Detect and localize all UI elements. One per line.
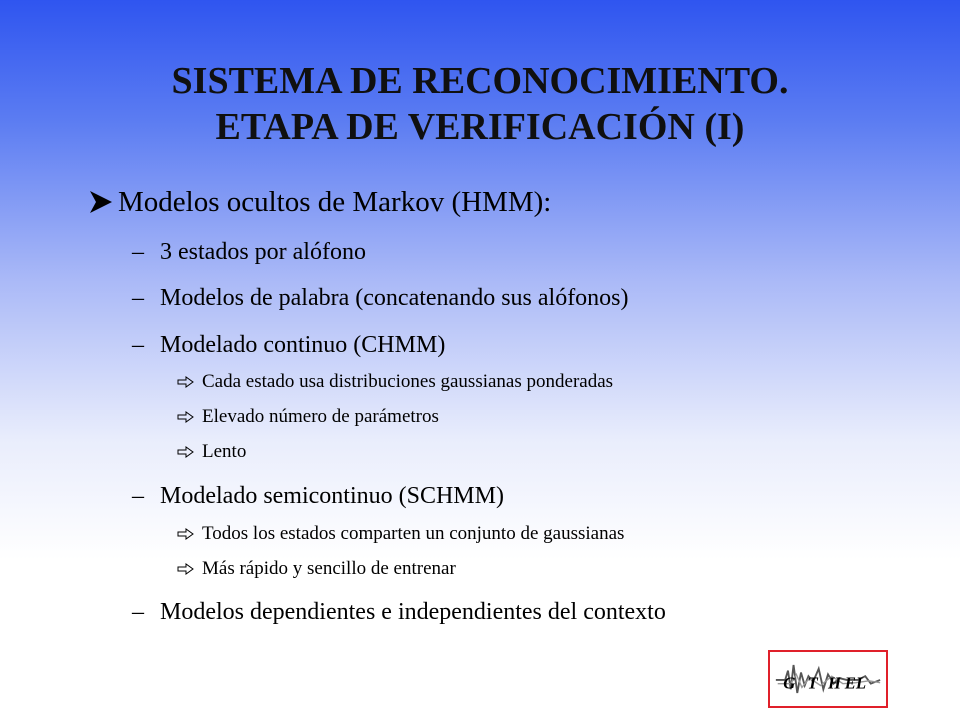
sub-item-text: Más rápido y sencillo de entrenar	[202, 558, 456, 579]
sub-item-chmm-3	[176, 439, 246, 465]
list-item-text: Modelado semicontinuo (SCHMM)	[160, 483, 504, 509]
hollow-arrow-icon	[176, 411, 196, 423]
svg-text:G: G	[783, 673, 796, 693]
hollow-arrow-icon	[176, 376, 196, 388]
sub-item-text: Todos los estados comparten un conjunto de gaussianas	[202, 523, 625, 544]
main-bullet	[86, 182, 551, 222]
sub-item-chmm-2	[176, 404, 439, 430]
list-item-text: Modelado continuo (CHMM)	[160, 332, 446, 358]
list-item-text: Modelos de palabra (concatenando sus alófonos)	[160, 285, 629, 311]
sub-item-chmm-1	[176, 369, 613, 395]
hollow-arrow-icon	[176, 446, 196, 458]
sub-item-text: Elevado número de parámetros	[202, 406, 439, 427]
slide-title-line-2: ETAPA DE VERIFICACIÓN (I)	[215, 106, 745, 148]
slide-title-line-1: SISTEMA DE RECONOCIMIENTO.	[171, 60, 789, 102]
arrowhead-bullet-icon	[86, 188, 116, 216]
dash-marker: –	[132, 599, 144, 625]
gthel-logo	[768, 650, 888, 708]
list-item-text: 3 estados por alófono	[160, 239, 366, 265]
main-bullet-text: Modelos ocultos de Markov (HMM):	[118, 186, 552, 218]
sub-item-schmm-1	[176, 521, 624, 547]
list-item-schmm	[132, 481, 504, 511]
list-item-text: Modelos dependientes e independientes del contexto	[160, 599, 666, 625]
sub-item-text: Cada estado usa distribuciones gaussianas ponderadas	[202, 371, 614, 392]
hollow-arrow-icon	[176, 528, 196, 540]
list-item-estados	[132, 237, 366, 267]
list-item-modelos-palabra	[132, 283, 629, 313]
list-item-contexto	[132, 597, 666, 627]
svg-text:T: T	[807, 673, 818, 693]
logo-graphic	[770, 652, 886, 706]
dash-marker: –	[132, 285, 144, 311]
dash-marker: –	[132, 239, 144, 265]
sub-item-schmm-2	[176, 556, 456, 582]
hollow-arrow-icon	[176, 563, 196, 575]
list-item-chmm	[132, 330, 445, 360]
svg-text:H: H	[828, 673, 842, 693]
dash-marker: –	[132, 332, 144, 358]
svg-text:EL: EL	[844, 673, 867, 693]
dash-marker: –	[132, 483, 144, 509]
sub-item-text: Lento	[202, 441, 247, 462]
